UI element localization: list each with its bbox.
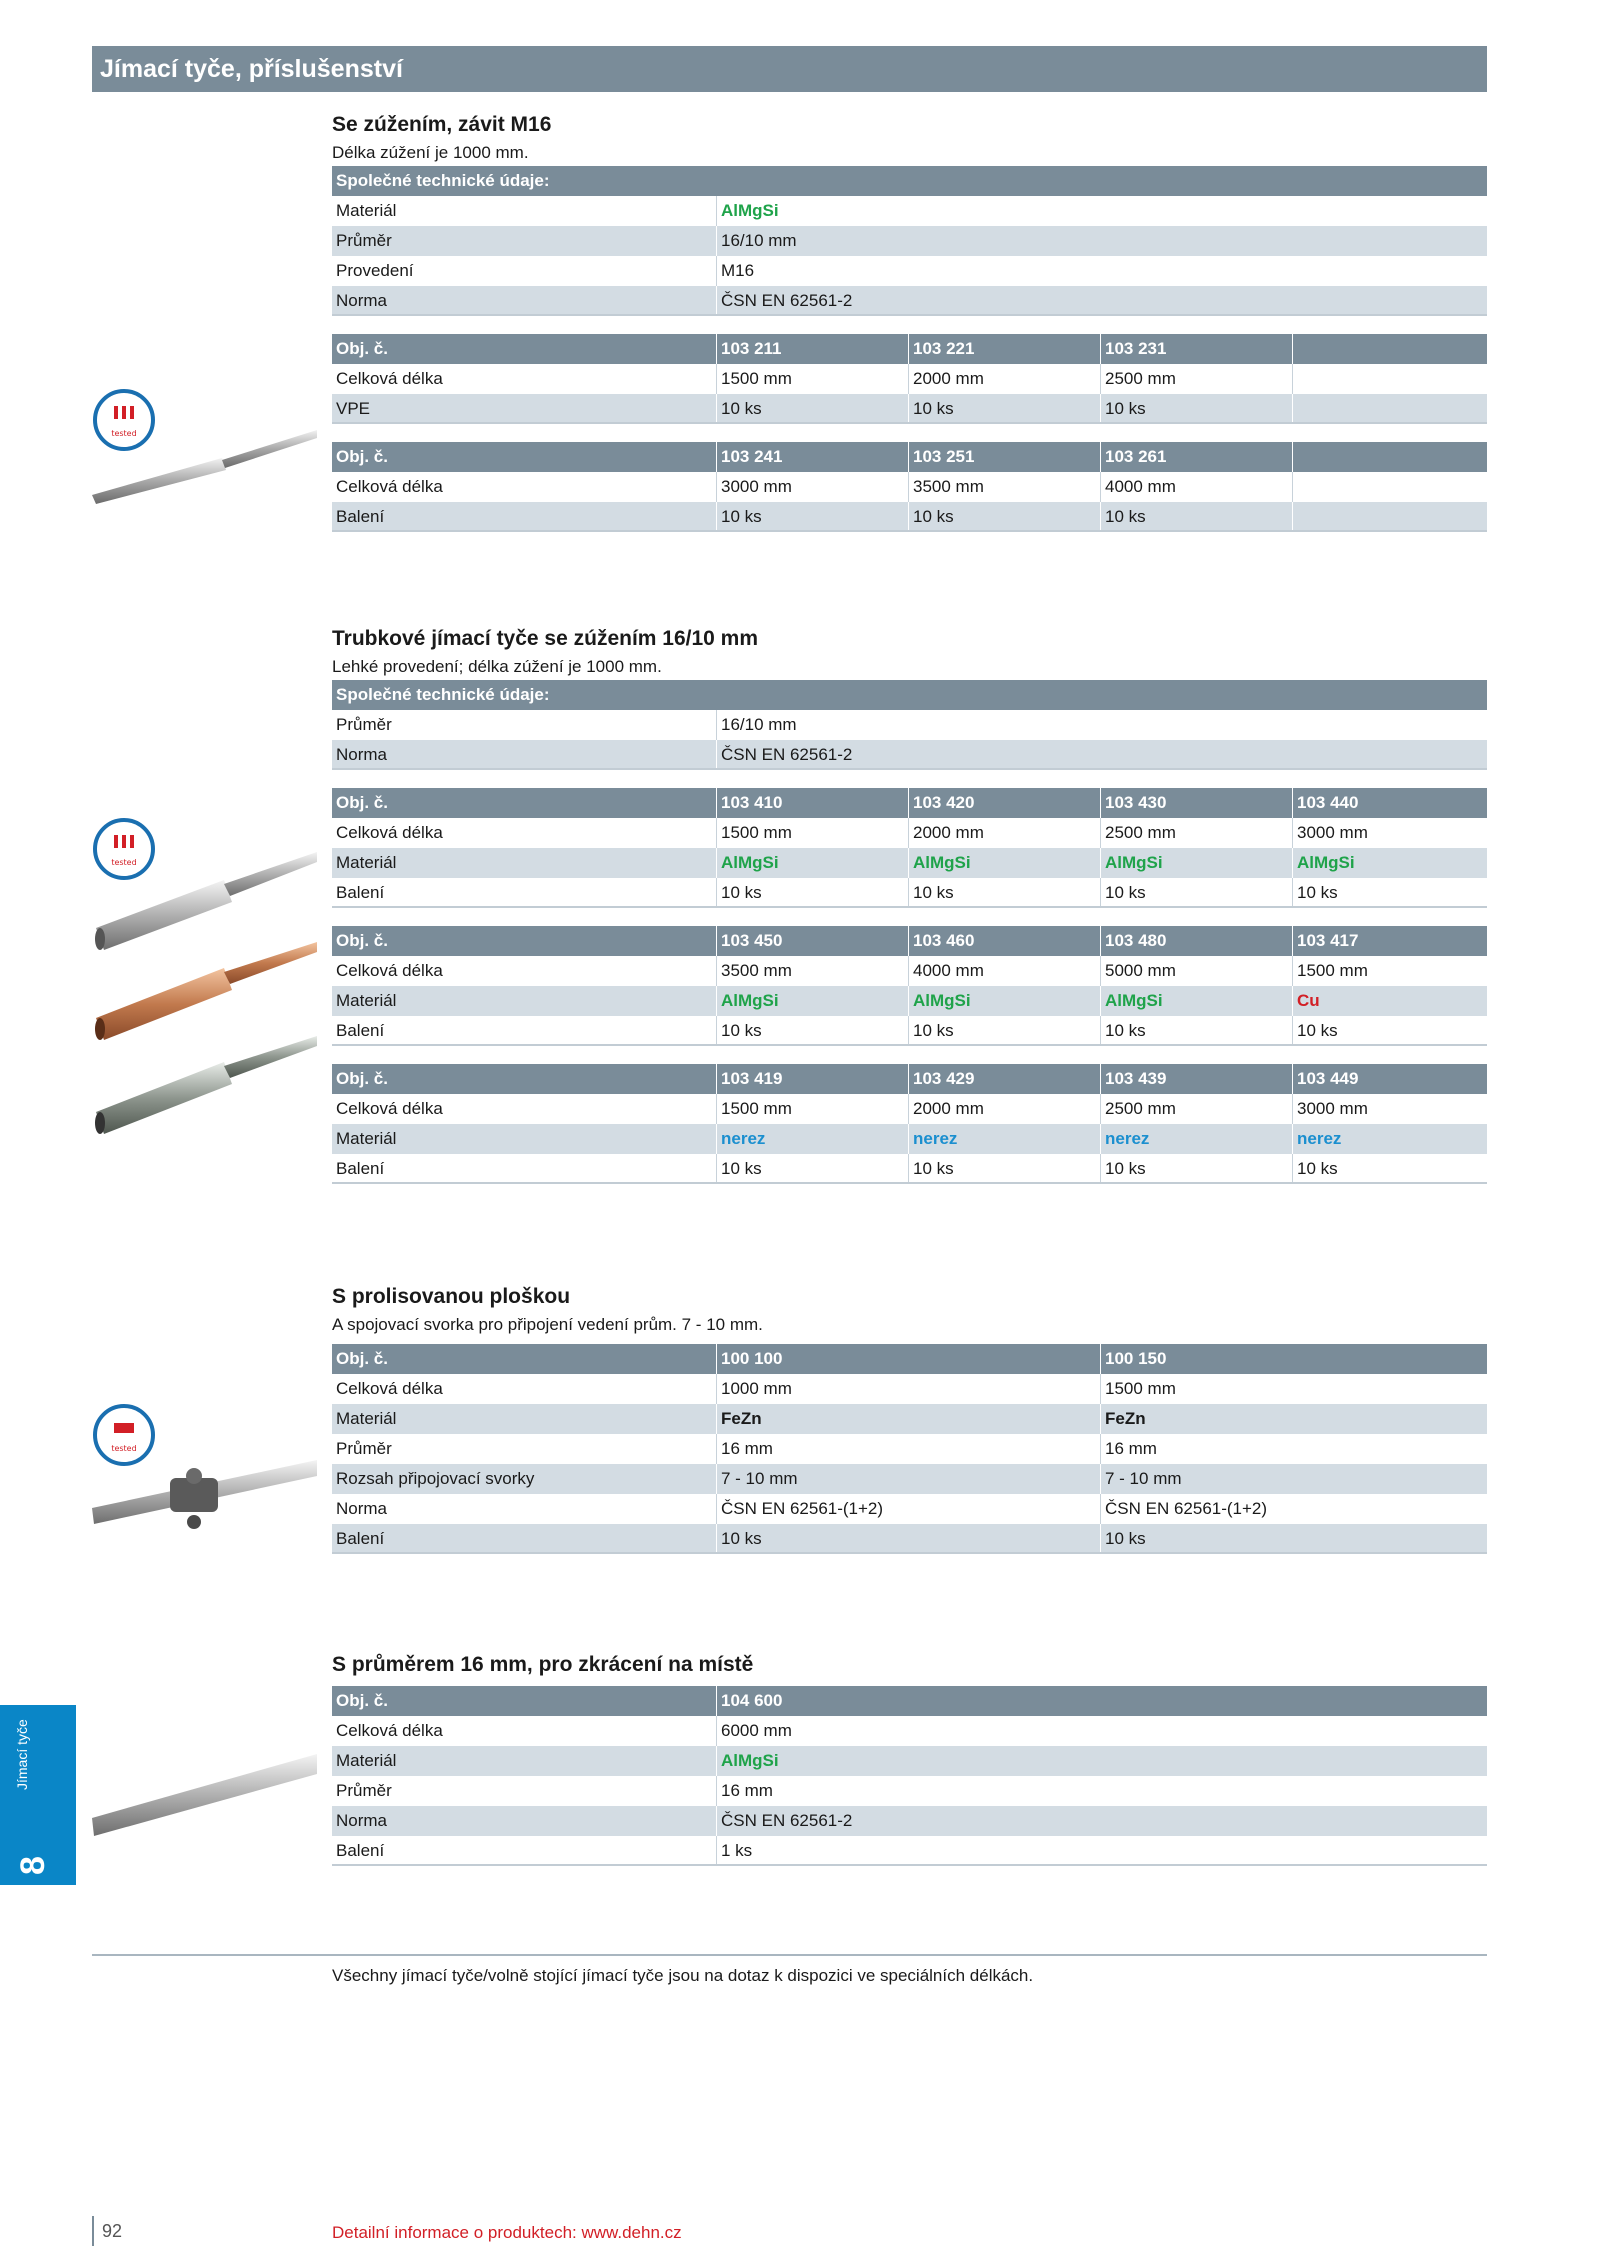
cell-value: 10 ks <box>717 1016 909 1044</box>
material-value: nerez <box>1297 1129 1342 1148</box>
cell-value: 1 ks <box>721 1841 753 1860</box>
row-label: Balení <box>332 502 717 530</box>
order-number: 103 419 <box>717 1064 909 1094</box>
order-number: 100 150 <box>1105 1349 1167 1368</box>
row-label: Celková délka <box>332 1094 717 1124</box>
table-header-cell: Obj. č. <box>332 1686 717 1716</box>
cell-value: 3500 mm <box>909 472 1101 502</box>
order-table <box>332 334 1487 424</box>
material-value: AlMgSi <box>1101 848 1293 878</box>
order-number: 103 211 <box>717 334 909 364</box>
order-number: 103 261 <box>1101 442 1293 472</box>
order-number: 103 231 <box>1101 334 1293 364</box>
section-2 <box>332 624 1487 1184</box>
chapter-tab-label: Jímací tyče <box>14 1719 30 1790</box>
cell-value: ČSN EN 62561-2 <box>721 1811 853 1830</box>
order-number: 103 480 <box>1101 926 1293 956</box>
table-header-cell: Obj. č. <box>332 1344 717 1374</box>
cell-value: 1500 mm <box>717 818 909 848</box>
cell-value: 10 ks <box>909 502 1101 530</box>
row-label: Balení <box>332 1836 717 1864</box>
cell-value: 10 ks <box>717 1524 1101 1552</box>
badge-text: tested <box>111 429 137 438</box>
cell-value: 10 ks <box>1297 1021 1338 1040</box>
material-value: AlMgSi <box>717 986 909 1016</box>
material-value: Cu <box>1297 991 1320 1010</box>
spec-value: AlMgSi <box>721 201 779 220</box>
cell-value: 10 ks <box>909 394 1101 422</box>
cell-value: 10 ks <box>909 1016 1101 1044</box>
cell-value: 7 - 10 mm <box>1105 1469 1182 1488</box>
row-label: Celková délka <box>332 818 717 848</box>
table-header-cell: Obj. č. <box>332 926 717 956</box>
cell-value: 10 ks <box>1101 394 1293 422</box>
cell-value: 10 ks <box>717 1154 909 1182</box>
row-label: Balení <box>332 1524 717 1552</box>
row-label: Celková délka <box>332 1716 717 1746</box>
cell-value: 10 ks <box>909 878 1101 906</box>
cell-value: 6000 mm <box>721 1721 792 1740</box>
cell-value: ČSN EN 62561-(1+2) <box>1105 1499 1268 1518</box>
cell-value: 3000 mm <box>717 472 909 502</box>
row-label: Průměr <box>332 1434 717 1464</box>
material-value: FeZn <box>717 1404 1101 1434</box>
spec-label: Provedení <box>332 256 717 286</box>
rod-m16-image <box>92 400 317 505</box>
cell-value: 10 ks <box>1101 1154 1293 1182</box>
spec-value: ČSN EN 62561-2 <box>721 745 853 764</box>
footnote-divider <box>92 1954 1487 1956</box>
chapter-tab <box>0 1705 76 1885</box>
cell-value: 2000 mm <box>909 818 1101 848</box>
order-table <box>332 442 1487 532</box>
spec-value: M16 <box>721 261 755 280</box>
material-value: nerez <box>909 1124 1101 1154</box>
cell-value: 10 ks <box>717 878 909 906</box>
page-number: 92 <box>92 2216 122 2246</box>
footer-link[interactable]: Detailní informace o produktech: www.dehn.cz <box>332 2223 682 2242</box>
order-number: 103 450 <box>717 926 909 956</box>
cell-value: 1000 mm <box>717 1374 1101 1404</box>
material-value: FeZn <box>1105 1409 1146 1428</box>
cell-value: 2500 mm <box>1101 818 1293 848</box>
row-label: Materiál <box>332 986 717 1016</box>
cell-value: 2500 mm <box>1101 364 1293 394</box>
order-number: 103 241 <box>717 442 909 472</box>
row-label: Celková délka <box>332 364 717 394</box>
row-label: Celková délka <box>332 956 717 986</box>
order-number: 103 439 <box>1101 1064 1293 1094</box>
section-subtitle: A spojovací svorka pro připojení vedení prům. 7 - 10 mm. <box>332 1315 763 1334</box>
order-number: 103 460 <box>909 926 1101 956</box>
row-label: Celková délka <box>332 1374 717 1404</box>
material-value: AlMgSi <box>1101 986 1293 1016</box>
cell-value: 5000 mm <box>1101 956 1293 986</box>
order-table <box>332 1686 1487 1866</box>
order-number: 103 410 <box>717 788 909 818</box>
badge-text: tested <box>111 1444 137 1453</box>
spec-value: ČSN EN 62561-2 <box>721 291 853 310</box>
rod-clamp-image <box>92 1430 317 1540</box>
material-value: AlMgSi <box>721 1751 779 1770</box>
spec-label: Norma <box>332 740 717 768</box>
spec-label: Průměr <box>332 710 717 740</box>
order-number: 103 440 <box>1297 793 1359 812</box>
cell-value: 10 ks <box>717 394 909 422</box>
cell-value: 2000 mm <box>909 1094 1101 1124</box>
order-number: 103 429 <box>909 1064 1101 1094</box>
row-label: Celková délka <box>332 472 717 502</box>
cell-value: 4000 mm <box>909 956 1101 986</box>
spec-value: 16/10 mm <box>721 715 797 734</box>
material-value: AlMgSi <box>717 848 909 878</box>
cell-value: 16 mm <box>1105 1439 1157 1458</box>
spec-label: Norma <box>332 286 717 314</box>
spec-label: Průměr <box>332 226 717 256</box>
row-label: Balení <box>332 1016 717 1044</box>
order-number: 103 221 <box>909 334 1101 364</box>
order-table <box>332 1344 1487 1554</box>
order-table <box>332 1064 1487 1184</box>
common-specs-table <box>332 680 1487 770</box>
row-label: Průměr <box>332 1776 717 1806</box>
row-label: Materiál <box>332 1404 717 1434</box>
cell-value: 10 ks <box>1297 1159 1338 1178</box>
spec-value: 16/10 mm <box>721 231 797 250</box>
order-number: 103 417 <box>1297 931 1359 950</box>
spec-label: Materiál <box>332 196 717 226</box>
common-specs-header: Společné technické údaje: <box>336 685 550 704</box>
section-title: Trubkové jímací tyče se zúžením 16/10 mm <box>332 627 759 650</box>
cell-value: ČSN EN 62561-(1+2) <box>717 1494 1101 1524</box>
cell-value: 7 - 10 mm <box>717 1464 1101 1494</box>
section-subtitle: Délka zúžení je 1000 mm. <box>332 143 529 162</box>
order-table <box>332 788 1487 908</box>
row-label: VPE <box>332 394 717 422</box>
section-3 <box>332 1282 1487 1554</box>
cell-value: 3500 mm <box>717 956 909 986</box>
cell-value: 2500 mm <box>1101 1094 1293 1124</box>
cell-value: 16 mm <box>717 1434 1101 1464</box>
footnote: Všechny jímací tyče/volně stojící jímací tyče jsou na dotaz k dispozici ve speciálních délkách. <box>332 1966 1034 1985</box>
row-label: Materiál <box>332 848 717 878</box>
material-value: AlMgSi <box>909 986 1101 1016</box>
cell-value: 3000 mm <box>1297 1099 1368 1118</box>
section-1 <box>332 110 1487 532</box>
section-title: S průměrem 16 mm, pro zkrácení na místě <box>332 1653 754 1676</box>
table-header-cell: Obj. č. <box>332 442 717 472</box>
section-title: Se zúžením, závit M16 <box>332 113 552 136</box>
cell-value: 10 ks <box>1297 883 1338 902</box>
cell-value: 1500 mm <box>1105 1379 1176 1398</box>
table-header-cell: Obj. č. <box>332 334 717 364</box>
row-label: Rozsah připojovací svorky <box>332 1464 717 1494</box>
section-subtitle: Lehké provedení; délka zúžení je 1000 mm. <box>332 657 662 676</box>
material-value: nerez <box>717 1124 909 1154</box>
row-label: Materiál <box>332 1124 717 1154</box>
tube-rods-image <box>92 850 317 1140</box>
cell-value: 2000 mm <box>909 364 1101 394</box>
cell-value: 10 ks <box>717 502 909 530</box>
material-value: nerez <box>1101 1124 1293 1154</box>
cell-value: 1500 mm <box>717 364 909 394</box>
cell-value: 10 ks <box>909 1154 1101 1182</box>
cell-value: 1500 mm <box>717 1094 909 1124</box>
order-number: 104 600 <box>721 1691 783 1710</box>
chapter-tab-number: 8 <box>14 1856 52 1875</box>
row-label: Norma <box>332 1494 717 1524</box>
order-number: 103 420 <box>909 788 1101 818</box>
cell-value: 10 ks <box>1101 878 1293 906</box>
material-value: AlMgSi <box>909 848 1101 878</box>
table-header-cell: Obj. č. <box>332 1064 717 1094</box>
row-label: Materiál <box>332 1746 717 1776</box>
cell-value: 16 mm <box>721 1781 773 1800</box>
common-specs-table <box>332 166 1487 316</box>
section-title: S prolisovanou ploškou <box>332 1285 571 1308</box>
row-label: Balení <box>332 1154 717 1182</box>
cell-value: 10 ks <box>1101 1016 1293 1044</box>
cell-value: 10 ks <box>1101 502 1293 530</box>
material-value: AlMgSi <box>1297 853 1355 872</box>
cell-value: 3000 mm <box>1297 823 1368 842</box>
cell-value: 4000 mm <box>1101 472 1293 502</box>
page-title: Jímací tyče, příslušenství <box>92 46 1487 92</box>
cell-value: 1500 mm <box>1297 961 1368 980</box>
cell-value: 10 ks <box>1105 1529 1146 1548</box>
order-number: 100 100 <box>717 1344 1101 1374</box>
order-number: 103 430 <box>1101 788 1293 818</box>
row-label: Norma <box>332 1806 717 1836</box>
table-header-cell: Obj. č. <box>332 788 717 818</box>
section-4 <box>332 1650 1487 1866</box>
long-rod-image <box>92 1710 317 1840</box>
order-number: 103 251 <box>909 442 1101 472</box>
badge-text: tested <box>111 858 137 867</box>
order-number: 103 449 <box>1297 1069 1359 1088</box>
order-table <box>332 926 1487 1046</box>
common-specs-header: Společné technické údaje: <box>336 171 550 190</box>
row-label: Balení <box>332 878 717 906</box>
